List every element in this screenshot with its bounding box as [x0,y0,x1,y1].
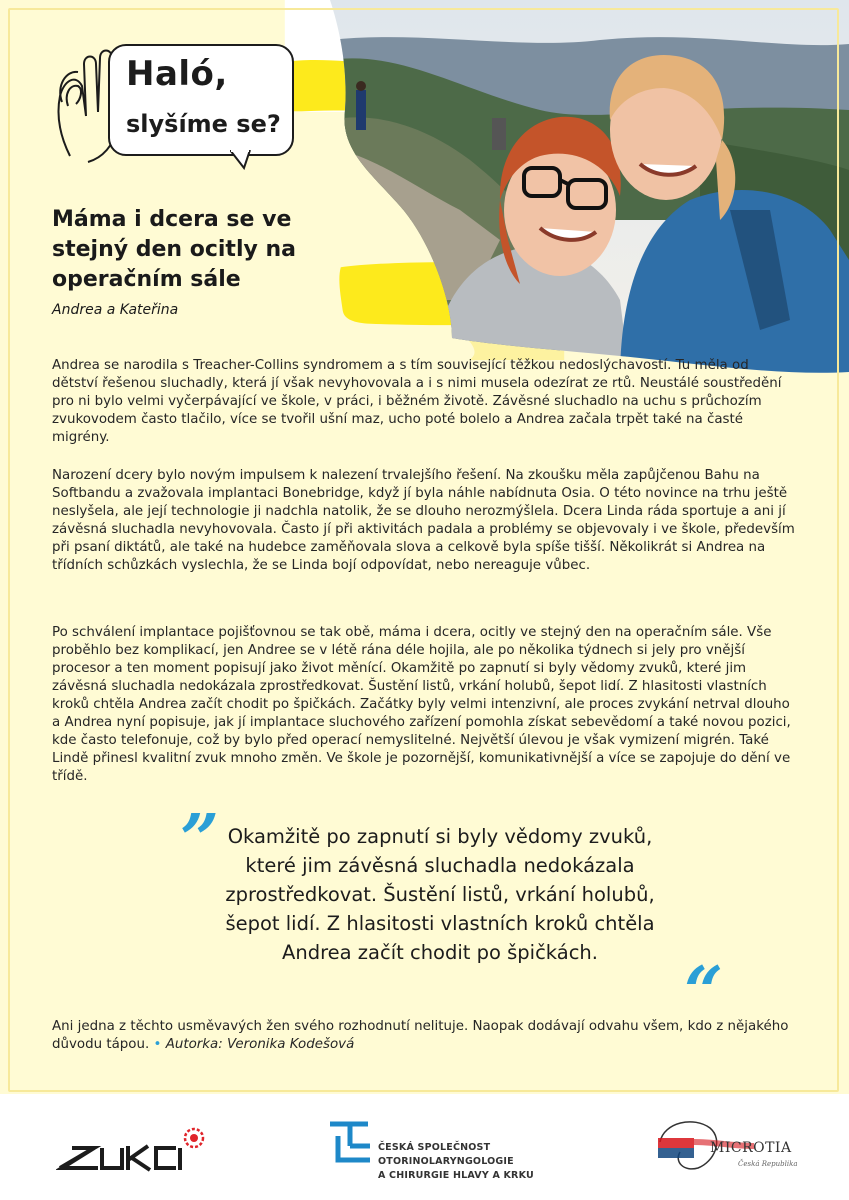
quote-open-icon: ” [180,800,220,880]
article-subtitle: Andrea a Kateřina [52,302,179,318]
article-paragraph-2: Narození dcery bylo novým impulsem k nalezení trvalejšího řešení. Na zkoušku měla zapůjčenou Bahu na Softbandu a zvažovala implantaci Bonebridge, když jí byla náhle nabídnuta Osia. O této novince na trhu ještě neslyšela, ale její technologie ji nadchla natolik, že se dlouho nerozmýšlela. Dcera Linda ráda sportuje a ani jí závěsná sluchadla nevyhovovala. Často jí při aktivitách padala a problémy se objevovaly i ve škole, především při psaní diktátů, ale také na hudebce zaměňovala slova a celkově byla spíše tišší. Několikrát si Andrea na třídních schůzkách vyslechla, že se Linda bojí odpovídat, nebo nereaguje vůbec. [52,468,795,573]
article-paragraph-3: Po schválení implantace pojišťovnou se tak obě, máma i dcera, ocitly ve stejný den na operačním sále. Vše proběhlo bez komplikací, jen Andree se v létě rána déle hojila, ale po několika týdnech si jely pro vnější procesor a ten moment popisují jako život měnící. Okamžitě po zapnutí si byly vědomy zvuků, které jim závěsná sluchadla nedokázala zprostředkovat. Šustění listů, vrkání holubů, šepot lidí. Z hlasitosti vlastních kroků chtěla Andrea začít chodit po špičkách. Začátky byly velmi intenzivní, ale proces zvykání netrval dlouho a Andrea nyní popisuje, jak jí implantace sluchového zařízení pomohla získat sebevědomí a také novou pozici, kde často telefonuje, což by bylo před operací nemyslitelné. Největší úlevou je však vymizení migrén. Také Lindě přinesl kvalitní zvuk mnoho změn. Ve škole je pozornější, komunikativnější a více se zapojuje do dění ve třídě. [52,625,791,784]
orl-society-logo-mark [328,1120,374,1166]
article-closing [52,1018,796,1054]
orl-line-3: A CHIRURGIE HLAVY A KRKU [378,1170,534,1181]
orl-line-2: OTORINOLARYNGOLOGIE [378,1156,514,1167]
quote-close-icon: “ [684,952,724,1032]
closing-text: Ani jedna z těchto usměvavých žen svého rozhodnutí nelituje. Naopak dodávají odvahu všem, kdo z nějakého důvodu tápou. [52,1019,789,1052]
article-author: Autorka: Veronika Kodešová [165,1037,355,1052]
bullet-dot-icon: • [153,1037,162,1052]
pull-quote: Okamžitě po zapnutí si byly vědomy zvuků, které jim závěsná sluchadla nedokázala zprostředkovat. Šustění listů, vrkání holubů, šepot lidí. Z hlasitosti vlastních kroků chtěla Andrea začít chodit po špičkách. [225,825,655,964]
sukci-logo [56,1126,216,1184]
brand-title-line2: slyšíme se? [126,110,281,138]
article-headline: Máma i dcera se ve stejný den ocitly na operačním sále [52,207,296,292]
orl-line-1: ČESKÁ SPOLEČNOST [378,1142,491,1153]
article-paragraph-1: Andrea se narodila s Treacher-Collins syndromem a s tím související těžkou nedoslýchavostí. Tu měla od dětství řešenou sluchadly, která jí však nevyhovovala a i s nimi musela odezírat ze rtů. Neustálé soustředění pro ni bylo velmi vyčerpávající ve škole, v práci, i běžném životě. Závěsné sluchadlo na uchu s průchozím zvukovodem často tlačilo, více se tvořil ušní maz, ucho poté bolelo a Andrea začala trpět také na časté migrény. [52,358,782,445]
speech-bubble-tail [230,150,260,170]
microtia-subtitle: Česká Republika [738,1160,798,1168]
brand-title-line1: Haló, [126,54,228,94]
microtia-wordmark: MICROTIA [710,1140,792,1156]
orl-society-name [378,1141,534,1183]
